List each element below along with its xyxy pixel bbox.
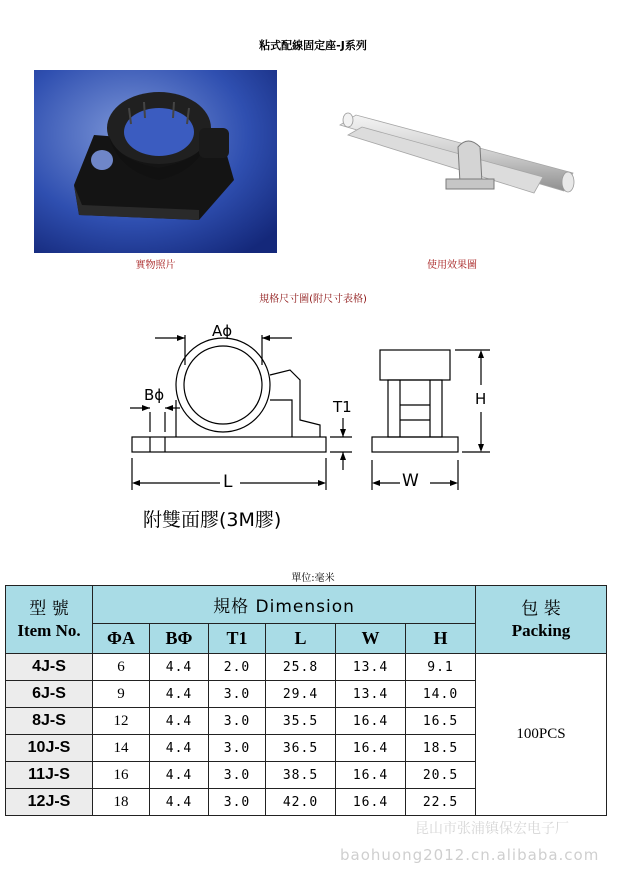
- value-cell: 12: [93, 708, 150, 735]
- model-cell: 12J-S: [6, 789, 93, 816]
- dim-label-h: H: [475, 390, 487, 408]
- value-cell: 6: [93, 654, 150, 681]
- column-header-h: H: [406, 624, 476, 654]
- value-cell: 14: [93, 735, 150, 762]
- value-cell: 3.0: [209, 708, 266, 735]
- value-cell: 4.4: [150, 735, 209, 762]
- value-cell: 16.4: [336, 762, 406, 789]
- dimension-header: 規格 Dimension: [93, 586, 476, 624]
- unit-label: 單位:毫米: [291, 573, 335, 584]
- value-cell: 4.4: [150, 654, 209, 681]
- watermark-company: 昆山市张浦镇保宏电子厂: [415, 821, 569, 837]
- dim-label-a: Aϕ: [212, 322, 233, 340]
- watermark-url: baohuong2012.cn.alibaba.com: [340, 846, 600, 864]
- value-cell: 16: [93, 762, 150, 789]
- model-header: 型 號 Item No.: [6, 586, 93, 654]
- value-cell: 38.5: [266, 762, 336, 789]
- value-cell: 16.4: [336, 789, 406, 816]
- value-cell: 35.5: [266, 708, 336, 735]
- page-title: 粘式配線固定座-J系列: [259, 39, 367, 52]
- dim-label-b: Bϕ: [144, 386, 165, 404]
- spec-table: [5, 585, 607, 816]
- packing-header: 包 裝 Packing: [476, 586, 607, 654]
- model-cell: 4J-S: [6, 654, 93, 681]
- value-cell: 3.0: [209, 762, 266, 789]
- value-cell: 22.5: [406, 789, 476, 816]
- value-cell: 4.4: [150, 762, 209, 789]
- dim-label-t1: T1: [333, 398, 352, 416]
- value-cell: 16.4: [336, 708, 406, 735]
- dim-label-l: L: [223, 472, 233, 492]
- value-cell: 3.0: [209, 681, 266, 708]
- value-cell: 18: [93, 789, 150, 816]
- usage-caption: 使用效果圖: [427, 260, 477, 271]
- column-header-l: L: [266, 624, 336, 654]
- value-cell: 13.4: [336, 654, 406, 681]
- value-cell: 4.4: [150, 708, 209, 735]
- model-cell: 8J-S: [6, 708, 93, 735]
- adhesive-note: 附雙面膠(3M膠): [143, 509, 282, 531]
- value-cell: 4.4: [150, 681, 209, 708]
- value-cell: 3.0: [209, 789, 266, 816]
- value-cell: 9: [93, 681, 150, 708]
- column-header-a: ΦA: [93, 624, 150, 654]
- value-cell: 16.4: [336, 735, 406, 762]
- column-header-b: BΦ: [150, 624, 209, 654]
- value-cell: 29.4: [266, 681, 336, 708]
- table-row: [6, 654, 607, 681]
- column-header-t1: T1: [209, 624, 266, 654]
- value-cell: 3.0: [209, 735, 266, 762]
- model-cell: 10J-S: [6, 735, 93, 762]
- value-cell: 36.5: [266, 735, 336, 762]
- value-cell: 18.5: [406, 735, 476, 762]
- value-cell: 20.5: [406, 762, 476, 789]
- column-header-w: W: [336, 624, 406, 654]
- value-cell: 14.0: [406, 681, 476, 708]
- value-cell: 16.5: [406, 708, 476, 735]
- value-cell: 2.0: [209, 654, 266, 681]
- value-cell: 9.1: [406, 654, 476, 681]
- value-cell: 4.4: [150, 789, 209, 816]
- value-cell: 25.8: [266, 654, 336, 681]
- diagram-heading: 規格尺寸圖(附尺寸表格): [259, 294, 367, 305]
- model-cell: 6J-S: [6, 681, 93, 708]
- photo-caption: 實物照片: [135, 260, 176, 271]
- dim-label-w: W: [402, 471, 417, 491]
- value-cell: 42.0: [266, 789, 336, 816]
- packing-cell: 100PCS: [476, 654, 607, 816]
- value-cell: 13.4: [336, 681, 406, 708]
- model-cell: 11J-S: [6, 762, 93, 789]
